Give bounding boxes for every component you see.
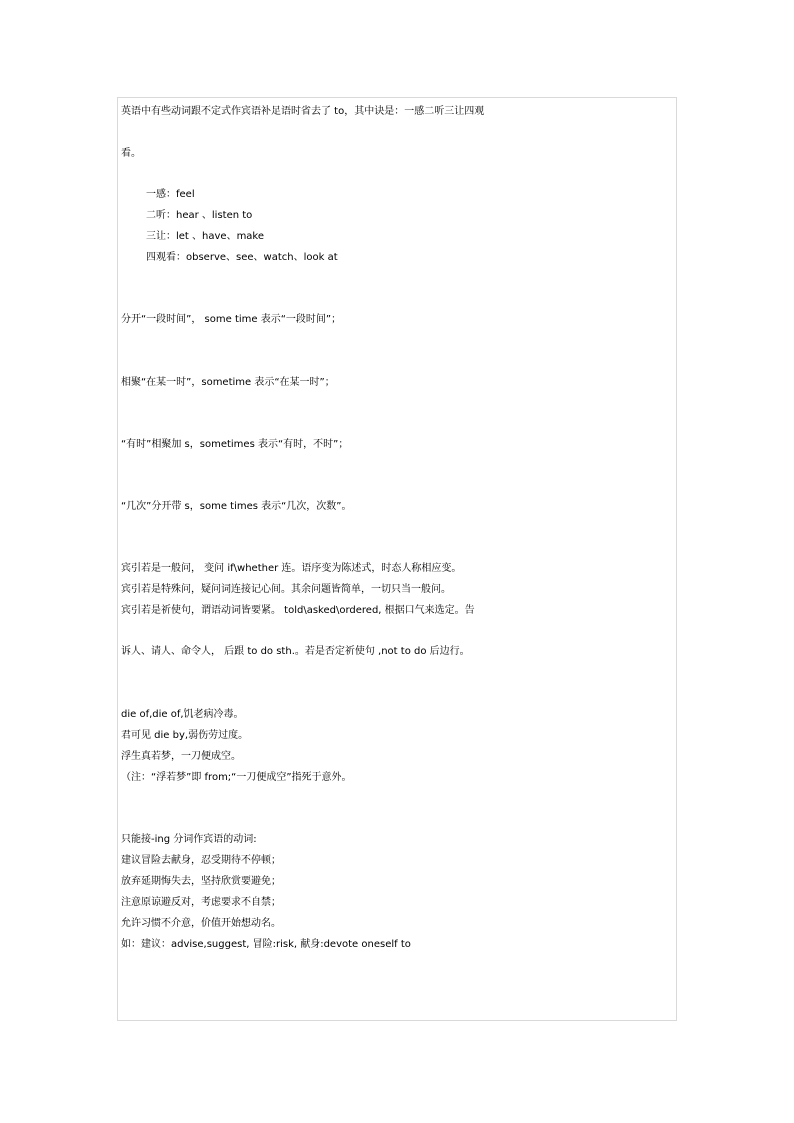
sometime-rule: 相聚“在某一时”，sometime 表示“在某一时”； xyxy=(121,377,335,388)
gerund-verbs-heading: 只能接-ing 分词作宾语的动词: xyxy=(121,834,257,845)
die-phrase-line: 君可见 die by,弱伤劳过度。 xyxy=(121,730,249,741)
indirect-speech-line: 诉人、请人、命令人， 后跟 to do sth.。若是否定祈使句 ,not to do 后边行。 xyxy=(121,646,470,657)
gerund-verbs-line: 注意原谅避反对，考虑要求不自禁； xyxy=(121,897,281,908)
indirect-speech-line: 宾引若是特殊问，疑问词连接记心间。其余问题皆简单，一切只当一般问。 xyxy=(121,584,451,595)
indirect-speech-line: 宾引若是祈使句，谓语动词皆要紧。 told\asked\ordered, 根据口气来选定。告 xyxy=(121,605,475,616)
verb-group-hear: 二听：hear 、listen to xyxy=(146,210,253,221)
verb-group-observe: 四观看：observe、see、watch、look at xyxy=(146,252,338,263)
intro-line-2: 看。 xyxy=(121,148,141,159)
indirect-speech-line: 宾引若是一般问， 变问 if\whether 连。语序变为陈述式，时态人称相应变。 xyxy=(121,563,462,574)
verb-group-feel: 一感：feel xyxy=(146,189,195,200)
intro-line-1: 英语中有些动词跟不定式作宾语补足语时省去了 to，其中诀是：一感二听三让四观 xyxy=(121,106,485,117)
sometimes-rule: “有时”相聚加 s，sometimes 表示“有时，不时”； xyxy=(121,439,349,450)
gerund-verbs-line: 建议冒险去献身，忍受期待不停顿； xyxy=(121,855,281,866)
gerund-verbs-example: 如：建议：advise,suggest, 冒险:risk, 献身:devote oneself to xyxy=(121,939,411,950)
die-phrase-line: die of,die of,饥老病冷毒。 xyxy=(121,709,244,720)
some-time-rule: 分开“一段时间”， some time 表示“一段时间”； xyxy=(121,314,342,325)
gerund-verbs-line: 允许习惯不介意，价值开始想动名。 xyxy=(121,918,281,929)
die-phrase-line: 浮生真若梦，一刀便成空。 xyxy=(121,751,241,762)
gerund-verbs-line: 放弃延期悔失去，坚持欣赏要避免； xyxy=(121,876,281,887)
verb-group-let: 三让：let 、have、make xyxy=(146,231,265,242)
die-phrase-note: （注：“浮若梦”即 from;“一刀便成空”指死于意外。 xyxy=(121,772,352,783)
some-times-rule: “几次”分开带 s，some times 表示“几次，次数”。 xyxy=(121,501,352,512)
